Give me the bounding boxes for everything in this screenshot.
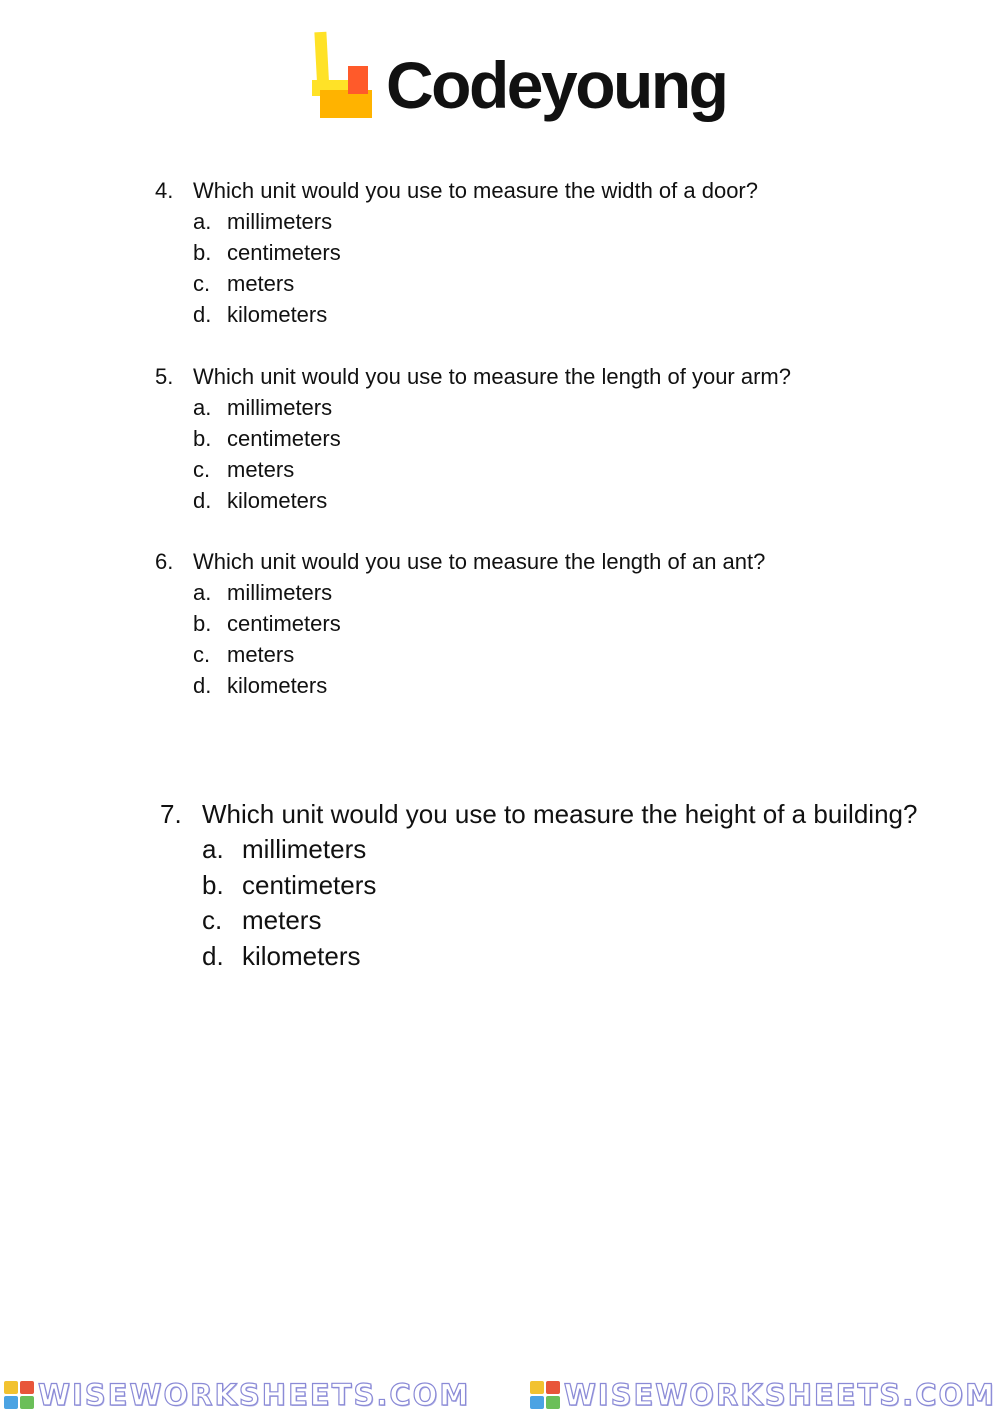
option-letter: c. xyxy=(193,457,211,482)
option-c xyxy=(155,268,758,299)
option-a xyxy=(155,392,791,423)
option-letter: d. xyxy=(202,940,224,971)
option-letter: b. xyxy=(193,426,212,451)
question-number: 4. xyxy=(155,178,174,203)
question-line xyxy=(160,796,917,832)
option-text: kilometers xyxy=(227,673,328,698)
option-text: meters xyxy=(227,271,295,296)
question-number: 5. xyxy=(155,364,174,389)
option-text: millimeters xyxy=(227,580,333,605)
codeyoung-logo-mark-icon xyxy=(310,28,380,123)
question-5 xyxy=(155,361,791,516)
option-letter: c. xyxy=(202,905,223,935)
option-text: meters xyxy=(227,642,295,667)
option-c xyxy=(160,903,917,939)
option-text: meters xyxy=(227,457,295,482)
option-text: millimeters xyxy=(227,209,333,234)
option-letter: b. xyxy=(193,240,212,265)
question-text: Which unit would you use to measure the width of a door? xyxy=(193,178,758,203)
option-letter: a. xyxy=(193,395,212,420)
watermark-footer xyxy=(0,1376,1000,1413)
codeyoung-logo xyxy=(310,28,727,138)
watermark-right xyxy=(530,1378,996,1412)
option-a xyxy=(155,577,765,608)
option-text: kilometers xyxy=(242,940,361,971)
option-c xyxy=(155,639,765,670)
question-line xyxy=(155,546,765,577)
option-letter: b. xyxy=(202,869,224,900)
option-b xyxy=(155,237,758,268)
option-letter: a. xyxy=(202,834,224,864)
option-d xyxy=(155,299,758,330)
option-d xyxy=(155,670,765,701)
wise-badge-icon xyxy=(4,1381,34,1409)
option-letter: d. xyxy=(193,673,212,698)
question-4 xyxy=(155,175,758,330)
option-text: kilometers xyxy=(227,302,328,327)
question-text: Which unit would you use to measure the height of a building? xyxy=(202,799,918,829)
question-line xyxy=(155,175,758,206)
option-letter: a. xyxy=(193,580,212,605)
option-b xyxy=(160,868,917,904)
option-letter: d. xyxy=(193,488,212,513)
brand-name: Codeyoung xyxy=(386,48,727,122)
question-text: Which unit would you use to measure the length of an ant? xyxy=(193,549,766,574)
question-line xyxy=(155,361,791,392)
option-letter: a. xyxy=(193,209,212,234)
question-number: 6. xyxy=(155,549,174,574)
option-text: centimeters xyxy=(242,869,377,900)
question-text: Which unit would you use to measure the length of your arm? xyxy=(193,364,791,389)
option-b xyxy=(155,423,791,454)
question-number: 7. xyxy=(160,799,182,829)
option-c xyxy=(155,454,791,485)
question-7 xyxy=(160,796,917,974)
option-b xyxy=(155,608,765,639)
option-text: centimeters xyxy=(227,240,341,265)
wise-badge-icon xyxy=(530,1381,560,1409)
option-a xyxy=(155,206,758,237)
option-text: kilometers xyxy=(227,488,328,513)
watermark-text: WISEWORKSHEETS.COM xyxy=(38,1377,471,1412)
option-d xyxy=(160,939,917,975)
watermark-text: WISEWORKSHEETS.COM xyxy=(563,1377,996,1412)
option-letter: b. xyxy=(193,611,212,636)
option-text: meters xyxy=(242,905,322,935)
option-d xyxy=(155,485,791,516)
option-text: millimeters xyxy=(227,395,333,420)
option-text: millimeters xyxy=(242,834,367,864)
watermark-left xyxy=(4,1378,470,1412)
option-letter: c. xyxy=(193,271,211,296)
option-a xyxy=(160,832,917,868)
question-6 xyxy=(155,546,765,701)
option-letter: d. xyxy=(193,302,212,327)
option-letter: c. xyxy=(193,642,211,667)
option-text: centimeters xyxy=(227,611,341,636)
option-text: centimeters xyxy=(227,426,341,451)
